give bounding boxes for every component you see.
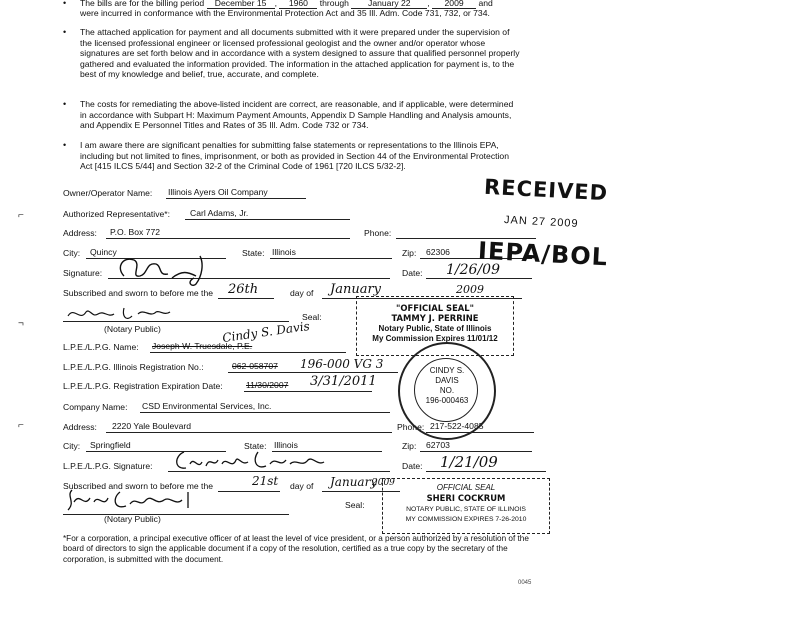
lpe-state-value: Illinois <box>274 440 298 450</box>
lpe-sworn-day: 21st <box>252 474 279 488</box>
lpe-city-value: Springfield <box>90 440 131 450</box>
lpe-company-label: Company Name: <box>63 402 128 412</box>
authorized-rep-label: Authorized Representative*: <box>63 209 171 219</box>
billing-period-line: The bills are for the billing period December 15 , 1960 through January 22 , 2009 and <box>80 0 493 8</box>
lpe-name-handwritten: Cindy S. Davis <box>221 318 311 346</box>
lpe-exp-label: L.P.E./L.P.G. Registration Expiration Date: <box>63 381 223 391</box>
bullet-1: • <box>63 0 67 8</box>
scan-mark: ¬ <box>18 318 24 329</box>
scan-mark: ⌐ <box>18 210 24 221</box>
lpe-phone-label: Phone: <box>397 422 425 432</box>
lpe-zip-label: Zip: <box>402 441 417 451</box>
owner-day-of-label: day of <box>290 288 314 298</box>
page-mark: 0045 <box>518 580 532 586</box>
bullet-2: • <box>63 27 67 37</box>
bullet-3: • <box>63 99 67 109</box>
lpe-day-of-label: day of <box>290 481 314 491</box>
owner-seal-label: Seal: <box>302 312 322 322</box>
penalties-statement: I am aware there are significant penalties for submitting false statements or representations to the Illinois EPA, including but not limited to fines, imprisonment, or both as provided in Section 44 of the Environmental Protection Act [415 ILCS 5/44] and Section 32-2 of the Criminal Code of 1961 [720 ILCS 5/32-2]. <box>80 140 509 172</box>
bullet-4: • <box>63 140 67 150</box>
lpe-name-label: L.P.E./L.P.G. Name: <box>63 342 139 352</box>
billing-year-2: 2009 <box>432 0 476 9</box>
owner-state-label: State: <box>242 248 265 258</box>
received-stamp: RECEIVED <box>483 174 609 206</box>
owner-city-value: Quincy <box>90 247 117 257</box>
billing-from: December 15 <box>207 0 275 9</box>
lpe-sworn-label: Subscribed and sworn to before me the <box>63 481 214 491</box>
owner-notary-label: (Notary Public) <box>104 324 161 334</box>
lpe-exp-value: 11/30/2007 <box>246 380 289 390</box>
owner-name-value: Illinois Ayers Oil Company <box>168 187 268 197</box>
owner-date-value: 1/26/09 <box>446 262 500 278</box>
owner-city-label: City: <box>63 248 81 258</box>
owner-zip-value: 62306 <box>426 247 450 257</box>
costs-statement: The costs for remediating the above-listed incident are correct, are reasonable, and if applicable, were determined in accordance with Subpart H: Maximum Payment Amounts, Appendix D Sample Handling and Analysis amounts, and Appendix E Personnel Titles and Rates of 35 Ill. Adm. Code 732 or 734. <box>80 99 514 131</box>
lpe-notary-signature <box>64 486 214 514</box>
lpe-date-label: Date: <box>402 461 423 471</box>
owner-date-label: Date: <box>402 268 423 278</box>
lpe-zip-value: 62703 <box>426 440 450 450</box>
scan-mark: ⌐ <box>18 420 24 431</box>
owner-sworn-label: Subscribed and sworn to before me the <box>63 288 214 298</box>
lpe-state-label: State: <box>244 441 267 451</box>
owner-signature <box>112 252 222 286</box>
lpe-address-value: 2220 Yale Boulevard <box>112 421 191 431</box>
lpe-company-value: CSD Environmental Services, Inc. <box>142 401 272 411</box>
billing-conformance-line: were incurred in conformance with the Environmental Protection Act and 35 Ill. Adm. Code 731, 732, or 734. <box>80 8 490 18</box>
lpe-reg-handwritten: 196-000 VG 3 <box>300 357 384 371</box>
iepa-bol-stamp: IEPA/BOL <box>477 236 609 272</box>
received-date-stamp: JAN 27 2009 <box>503 214 579 230</box>
supervision-statement: The attached application for payment and all documents submitted with it were prepared under the supervision of the licensed professional engineer or licensed professional geologist and the owner and/or operator whose signatures are set forth below and in accordance with a system designed to assure that qualified personnel properly gathered and evaluated the information provided. The information in the attached application for payment is, to the best of my knowledge and belief, true, accurate, and complete. <box>80 27 520 80</box>
owner-sworn-year: 2009 <box>456 283 484 296</box>
billing-year-1: 1960 <box>279 0 317 9</box>
lpe-notary-label: (Notary Public) <box>104 514 161 524</box>
lpe-reg-label: L.P.E./L.P.G. Illinois Registration No.: <box>63 362 204 372</box>
owner-state-value: Illinois <box>272 247 296 257</box>
owner-address-label: Address: <box>63 228 97 238</box>
lpe-sworn-year: 2009 <box>372 478 395 488</box>
lpe-sworn-month: January <box>330 475 378 489</box>
lpe-phone-value: 217-522-4085 <box>430 421 484 431</box>
owner-signature-label: Signature: <box>63 268 103 278</box>
owner-address-value: P.O. Box 772 <box>110 227 161 237</box>
authorized-rep-value: Carl Adams, Jr. <box>190 208 249 218</box>
lpe-reg-value: 062-058707 <box>232 361 278 371</box>
owner-sworn-month: January <box>330 282 382 297</box>
pe-seal: CINDY S. DAVIS NO. 196-000463 <box>398 342 496 440</box>
owner-sworn-day: 26th <box>228 282 259 297</box>
lpe-seal-label: Seal: <box>345 500 365 510</box>
official-seal-sheri: OFFICIAL SEAL SHERI COCKRUM NOTARY PUBLIC, STATE OF ILLINOIS MY COMMISSION EXPIRES 7-26-2010 <box>382 478 550 534</box>
official-seal-tammy: "OFFICIAL SEAL" TAMMY J. PERRINE Notary Public, State of Illinois My Commission Expires 11/01/12 <box>356 296 514 356</box>
corporation-footnote: *For a corporation, a principal executive officer of at least the level of vice president, or a person authorized by a resolution of the board of directors to sign the applicable document if a copy of the resolution, certified as a true copy by the secretary of the corporation, is submitted with the document. <box>63 534 529 564</box>
lpe-signature-label: L.P.E./L.P.G. Signature: <box>63 461 153 471</box>
lpe-date-value: 1/21/09 <box>440 453 498 471</box>
lpe-address-label: Address: <box>63 422 97 432</box>
billing-to: January 22 <box>351 0 427 9</box>
owner-zip-label: Zip: <box>402 248 417 258</box>
owner-name-label: Owner/Operator Name: <box>63 188 153 198</box>
lpe-signature <box>172 446 332 476</box>
owner-phone-label: Phone: <box>364 228 392 238</box>
lpe-exp-handwritten: 3/31/2011 <box>310 374 377 389</box>
lpe-city-label: City: <box>63 441 81 451</box>
lpe-name-value: Joseph W. Truesdale, P.E. <box>152 341 253 351</box>
